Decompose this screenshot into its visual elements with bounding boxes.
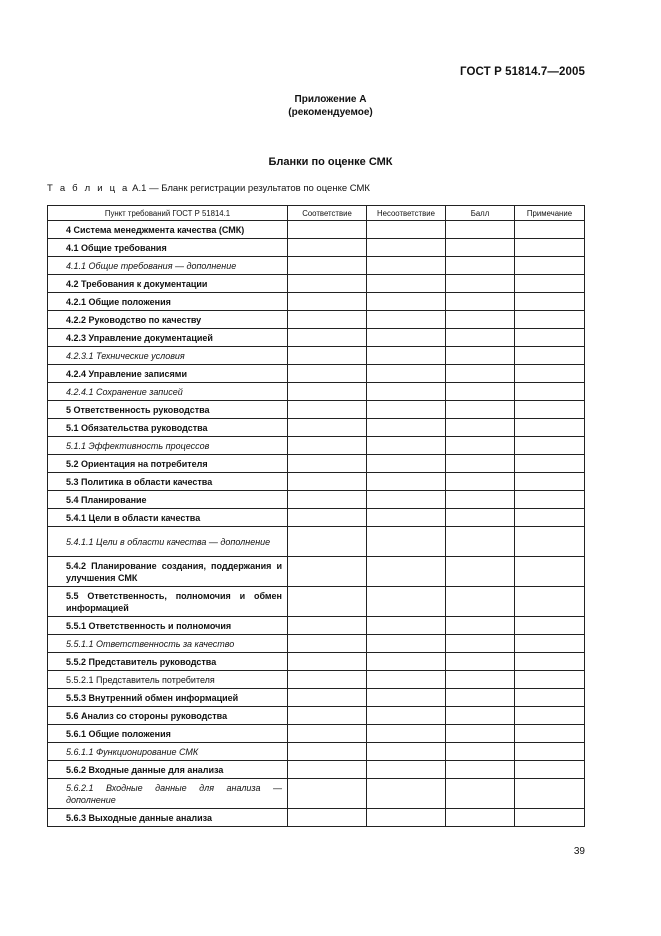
- table-caption-prefix: Т а б л и ц а: [47, 183, 130, 194]
- page-number: 39: [573, 846, 585, 857]
- table-header-row: [48, 206, 585, 221]
- noncompliance-cell[interactable]: [367, 743, 446, 761]
- clause-cell: 4.2.3.1 Технические условия: [48, 347, 288, 365]
- score-cell[interactable]: [446, 311, 515, 329]
- score-cell[interactable]: [446, 293, 515, 311]
- table-row: [48, 419, 585, 437]
- score-cell[interactable]: [446, 383, 515, 401]
- compliance-cell[interactable]: [288, 311, 367, 329]
- table-body: [48, 221, 585, 827]
- compliance-cell[interactable]: [288, 491, 367, 509]
- note-cell[interactable]: [515, 689, 585, 707]
- clause-cell: 5.6.1.1 Функционирование СМК: [48, 743, 288, 761]
- column-header-clause: Пункт требований ГОСТ Р 51814.1: [48, 206, 288, 221]
- note-cell[interactable]: [515, 557, 585, 587]
- score-cell[interactable]: [446, 635, 515, 653]
- compliance-cell[interactable]: [288, 347, 367, 365]
- clause-cell: 5.1.1 Эффективность процессов: [48, 437, 288, 455]
- compliance-cell[interactable]: [288, 437, 367, 455]
- note-cell[interactable]: [515, 437, 585, 455]
- noncompliance-cell[interactable]: [367, 587, 446, 617]
- note-cell[interactable]: [515, 239, 585, 257]
- table-row: [48, 293, 585, 311]
- table-row: [48, 257, 585, 275]
- compliance-cell[interactable]: [288, 617, 367, 635]
- noncompliance-cell[interactable]: [367, 257, 446, 275]
- score-cell[interactable]: [446, 761, 515, 779]
- note-cell[interactable]: [515, 761, 585, 779]
- compliance-cell[interactable]: [288, 419, 367, 437]
- table-row: [48, 689, 585, 707]
- clause-cell: 5.5.2.1 Представитель потребителя: [48, 671, 288, 689]
- compliance-cell[interactable]: [288, 473, 367, 491]
- table-row: [48, 653, 585, 671]
- score-cell[interactable]: [446, 437, 515, 455]
- table-row: [48, 383, 585, 401]
- noncompliance-cell[interactable]: [367, 689, 446, 707]
- note-cell[interactable]: [515, 653, 585, 671]
- score-cell[interactable]: [446, 743, 515, 761]
- table-row: [48, 491, 585, 509]
- score-cell[interactable]: [446, 257, 515, 275]
- noncompliance-cell[interactable]: [367, 473, 446, 491]
- compliance-cell[interactable]: [288, 275, 367, 293]
- appendix-subtitle: (рекомендуемое): [288, 107, 373, 118]
- score-cell[interactable]: [446, 809, 515, 827]
- compliance-cell[interactable]: [288, 401, 367, 419]
- score-cell[interactable]: [446, 509, 515, 527]
- clause-cell: 4.2.2 Руководство по качеству: [48, 311, 288, 329]
- note-cell[interactable]: [515, 347, 585, 365]
- clause-cell: 4.2 Требования к документации: [48, 275, 288, 293]
- score-cell[interactable]: [446, 653, 515, 671]
- noncompliance-cell[interactable]: [367, 419, 446, 437]
- table-row: [48, 239, 585, 257]
- clause-cell: 4 Система менеджмента качества (СМК): [48, 221, 288, 239]
- noncompliance-cell[interactable]: [367, 617, 446, 635]
- noncompliance-cell[interactable]: [367, 671, 446, 689]
- note-cell[interactable]: [515, 743, 585, 761]
- compliance-cell[interactable]: [288, 293, 367, 311]
- table-row: [48, 617, 585, 635]
- column-header-note: Примечание: [515, 206, 585, 221]
- clause-cell: 4.2.4 Управление записями: [48, 365, 288, 383]
- note-cell[interactable]: [515, 617, 585, 635]
- note-cell[interactable]: [515, 401, 585, 419]
- score-cell[interactable]: [446, 473, 515, 491]
- noncompliance-cell[interactable]: [367, 725, 446, 743]
- noncompliance-cell[interactable]: [367, 239, 446, 257]
- table-row: [48, 707, 585, 725]
- score-cell[interactable]: [446, 527, 515, 557]
- noncompliance-cell[interactable]: [367, 455, 446, 473]
- noncompliance-cell[interactable]: [367, 761, 446, 779]
- table-row: [48, 473, 585, 491]
- note-cell[interactable]: [515, 725, 585, 743]
- clause-cell: 4.2.4.1 Сохранение записей: [48, 383, 288, 401]
- compliance-cell[interactable]: [288, 653, 367, 671]
- compliance-cell[interactable]: [288, 743, 367, 761]
- note-cell[interactable]: [515, 527, 585, 557]
- noncompliance-cell[interactable]: [367, 311, 446, 329]
- clause-cell: 5.5.2 Представитель руководства: [48, 653, 288, 671]
- clause-cell: 4.2.3 Управление документацией: [48, 329, 288, 347]
- compliance-cell[interactable]: [288, 761, 367, 779]
- compliance-cell[interactable]: [288, 257, 367, 275]
- note-cell[interactable]: [515, 293, 585, 311]
- table-row: [48, 761, 585, 779]
- noncompliance-cell[interactable]: [367, 329, 446, 347]
- table-row: [48, 557, 585, 587]
- table-row: [48, 437, 585, 455]
- note-cell[interactable]: [515, 383, 585, 401]
- clause-cell: 5.5.1.1 Ответственность за качество: [48, 635, 288, 653]
- noncompliance-cell[interactable]: [367, 401, 446, 419]
- note-cell[interactable]: [515, 491, 585, 509]
- score-cell[interactable]: [446, 707, 515, 725]
- clause-cell: 4.1.1 Общие требования — дополнение: [48, 257, 288, 275]
- noncompliance-cell[interactable]: [367, 557, 446, 587]
- appendix-title: Приложение А: [294, 94, 367, 105]
- compliance-cell[interactable]: [288, 725, 367, 743]
- table-row: [48, 527, 585, 557]
- score-cell[interactable]: [446, 725, 515, 743]
- score-cell[interactable]: [446, 689, 515, 707]
- clause-cell: 4.2.1 Общие положения: [48, 293, 288, 311]
- clause-cell: 5.4.1.1 Цели в области качества — дополнение: [48, 527, 288, 557]
- noncompliance-cell[interactable]: [367, 437, 446, 455]
- table-row: [48, 725, 585, 743]
- table-row: [48, 509, 585, 527]
- table-row: [48, 743, 585, 761]
- table-row: [48, 275, 585, 293]
- compliance-cell[interactable]: [288, 779, 367, 809]
- compliance-cell[interactable]: [288, 809, 367, 827]
- compliance-cell[interactable]: [288, 509, 367, 527]
- clause-cell: 5.5.1 Ответственность и полномочия: [48, 617, 288, 635]
- noncompliance-cell[interactable]: [367, 653, 446, 671]
- compliance-cell[interactable]: [288, 365, 367, 383]
- qms-registration-table: [47, 205, 585, 827]
- noncompliance-cell[interactable]: [367, 491, 446, 509]
- compliance-cell[interactable]: [288, 383, 367, 401]
- table-row: [48, 779, 585, 809]
- noncompliance-cell[interactable]: [367, 347, 446, 365]
- compliance-cell[interactable]: [288, 707, 367, 725]
- noncompliance-cell[interactable]: [367, 635, 446, 653]
- clause-cell: 5.6.3 Выходные данные анализа: [48, 809, 288, 827]
- clause-cell: 5.6.1 Общие положения: [48, 725, 288, 743]
- compliance-cell[interactable]: [288, 239, 367, 257]
- clause-cell: 5.6 Анализ со стороны руководства: [48, 707, 288, 725]
- noncompliance-cell[interactable]: [367, 365, 446, 383]
- clause-cell: 4.1 Общие требования: [48, 239, 288, 257]
- table-row: [48, 221, 585, 239]
- score-cell[interactable]: [446, 617, 515, 635]
- note-cell[interactable]: [515, 311, 585, 329]
- clause-cell: 5.1 Обязательства руководства: [48, 419, 288, 437]
- score-cell[interactable]: [446, 347, 515, 365]
- table-row: [48, 635, 585, 653]
- noncompliance-cell[interactable]: [367, 383, 446, 401]
- clause-cell: 5.3 Политика в области качества: [48, 473, 288, 491]
- compliance-cell[interactable]: [288, 455, 367, 473]
- noncompliance-cell[interactable]: [367, 221, 446, 239]
- note-cell[interactable]: [515, 275, 585, 293]
- note-cell[interactable]: [515, 257, 585, 275]
- noncompliance-cell[interactable]: [367, 509, 446, 527]
- note-cell[interactable]: [515, 329, 585, 347]
- clause-cell: 5.4.2 Планирование создания, поддержания и улучшения СМК: [48, 557, 288, 587]
- score-cell[interactable]: [446, 239, 515, 257]
- table-caption-text: А.1 — Бланк регистрации результатов по оценке СМК: [129, 183, 370, 194]
- note-cell[interactable]: [515, 221, 585, 239]
- compliance-cell[interactable]: [288, 221, 367, 239]
- table-row: [48, 401, 585, 419]
- section-title: Бланки по оценке СМК: [268, 156, 393, 168]
- score-cell[interactable]: [446, 455, 515, 473]
- note-cell[interactable]: [515, 779, 585, 809]
- score-cell[interactable]: [446, 329, 515, 347]
- clause-cell: 5.4 Планирование: [48, 491, 288, 509]
- compliance-cell[interactable]: [288, 329, 367, 347]
- note-cell[interactable]: [515, 587, 585, 617]
- noncompliance-cell[interactable]: [367, 779, 446, 809]
- noncompliance-cell[interactable]: [367, 293, 446, 311]
- note-cell[interactable]: [515, 365, 585, 383]
- table-row: [48, 347, 585, 365]
- compliance-cell[interactable]: [288, 527, 367, 557]
- clause-cell: 5.2 Ориентация на потребителя: [48, 455, 288, 473]
- score-cell[interactable]: [446, 671, 515, 689]
- score-cell[interactable]: [446, 587, 515, 617]
- noncompliance-cell[interactable]: [367, 707, 446, 725]
- note-cell[interactable]: [515, 671, 585, 689]
- clause-cell: 5.6.2.1 Входные данные для анализа — дополнение: [48, 779, 288, 809]
- clause-cell: 5.5 Ответственность, полномочия и обмен информацией: [48, 587, 288, 617]
- compliance-cell[interactable]: [288, 689, 367, 707]
- score-cell[interactable]: [446, 419, 515, 437]
- compliance-cell[interactable]: [288, 671, 367, 689]
- table-row: [48, 587, 585, 617]
- score-cell[interactable]: [446, 557, 515, 587]
- noncompliance-cell[interactable]: [367, 527, 446, 557]
- compliance-cell[interactable]: [288, 557, 367, 587]
- column-header-noncompliance: Несоответствие: [367, 206, 446, 221]
- table-row: [48, 455, 585, 473]
- note-cell[interactable]: [515, 635, 585, 653]
- compliance-cell[interactable]: [288, 635, 367, 653]
- note-cell[interactable]: [515, 473, 585, 491]
- clause-cell: 5 Ответственность руководства: [48, 401, 288, 419]
- table-caption: [47, 183, 370, 194]
- table-row: [48, 365, 585, 383]
- table-row: [48, 311, 585, 329]
- compliance-cell[interactable]: [288, 587, 367, 617]
- note-cell[interactable]: [515, 455, 585, 473]
- score-cell[interactable]: [446, 401, 515, 419]
- score-cell[interactable]: [446, 221, 515, 239]
- column-header-compliance: Соответствие: [288, 206, 367, 221]
- note-cell[interactable]: [515, 809, 585, 827]
- document-standard-number: ГОСТ Р 51814.7—2005: [460, 66, 585, 78]
- table-row: [48, 809, 585, 827]
- score-cell[interactable]: [446, 365, 515, 383]
- clause-cell: 5.6.2 Входные данные для анализа: [48, 761, 288, 779]
- score-cell[interactable]: [446, 779, 515, 809]
- noncompliance-cell[interactable]: [367, 275, 446, 293]
- score-cell[interactable]: [446, 275, 515, 293]
- clause-cell: 5.4.1 Цели в области качества: [48, 509, 288, 527]
- column-header-score: Балл: [446, 206, 515, 221]
- appendix-heading: [0, 93, 661, 119]
- table-row: [48, 671, 585, 689]
- note-cell[interactable]: [515, 707, 585, 725]
- note-cell[interactable]: [515, 419, 585, 437]
- table-row: [48, 329, 585, 347]
- note-cell[interactable]: [515, 509, 585, 527]
- clause-cell: 5.5.3 Внутренний обмен информацией: [48, 689, 288, 707]
- noncompliance-cell[interactable]: [367, 809, 446, 827]
- score-cell[interactable]: [446, 491, 515, 509]
